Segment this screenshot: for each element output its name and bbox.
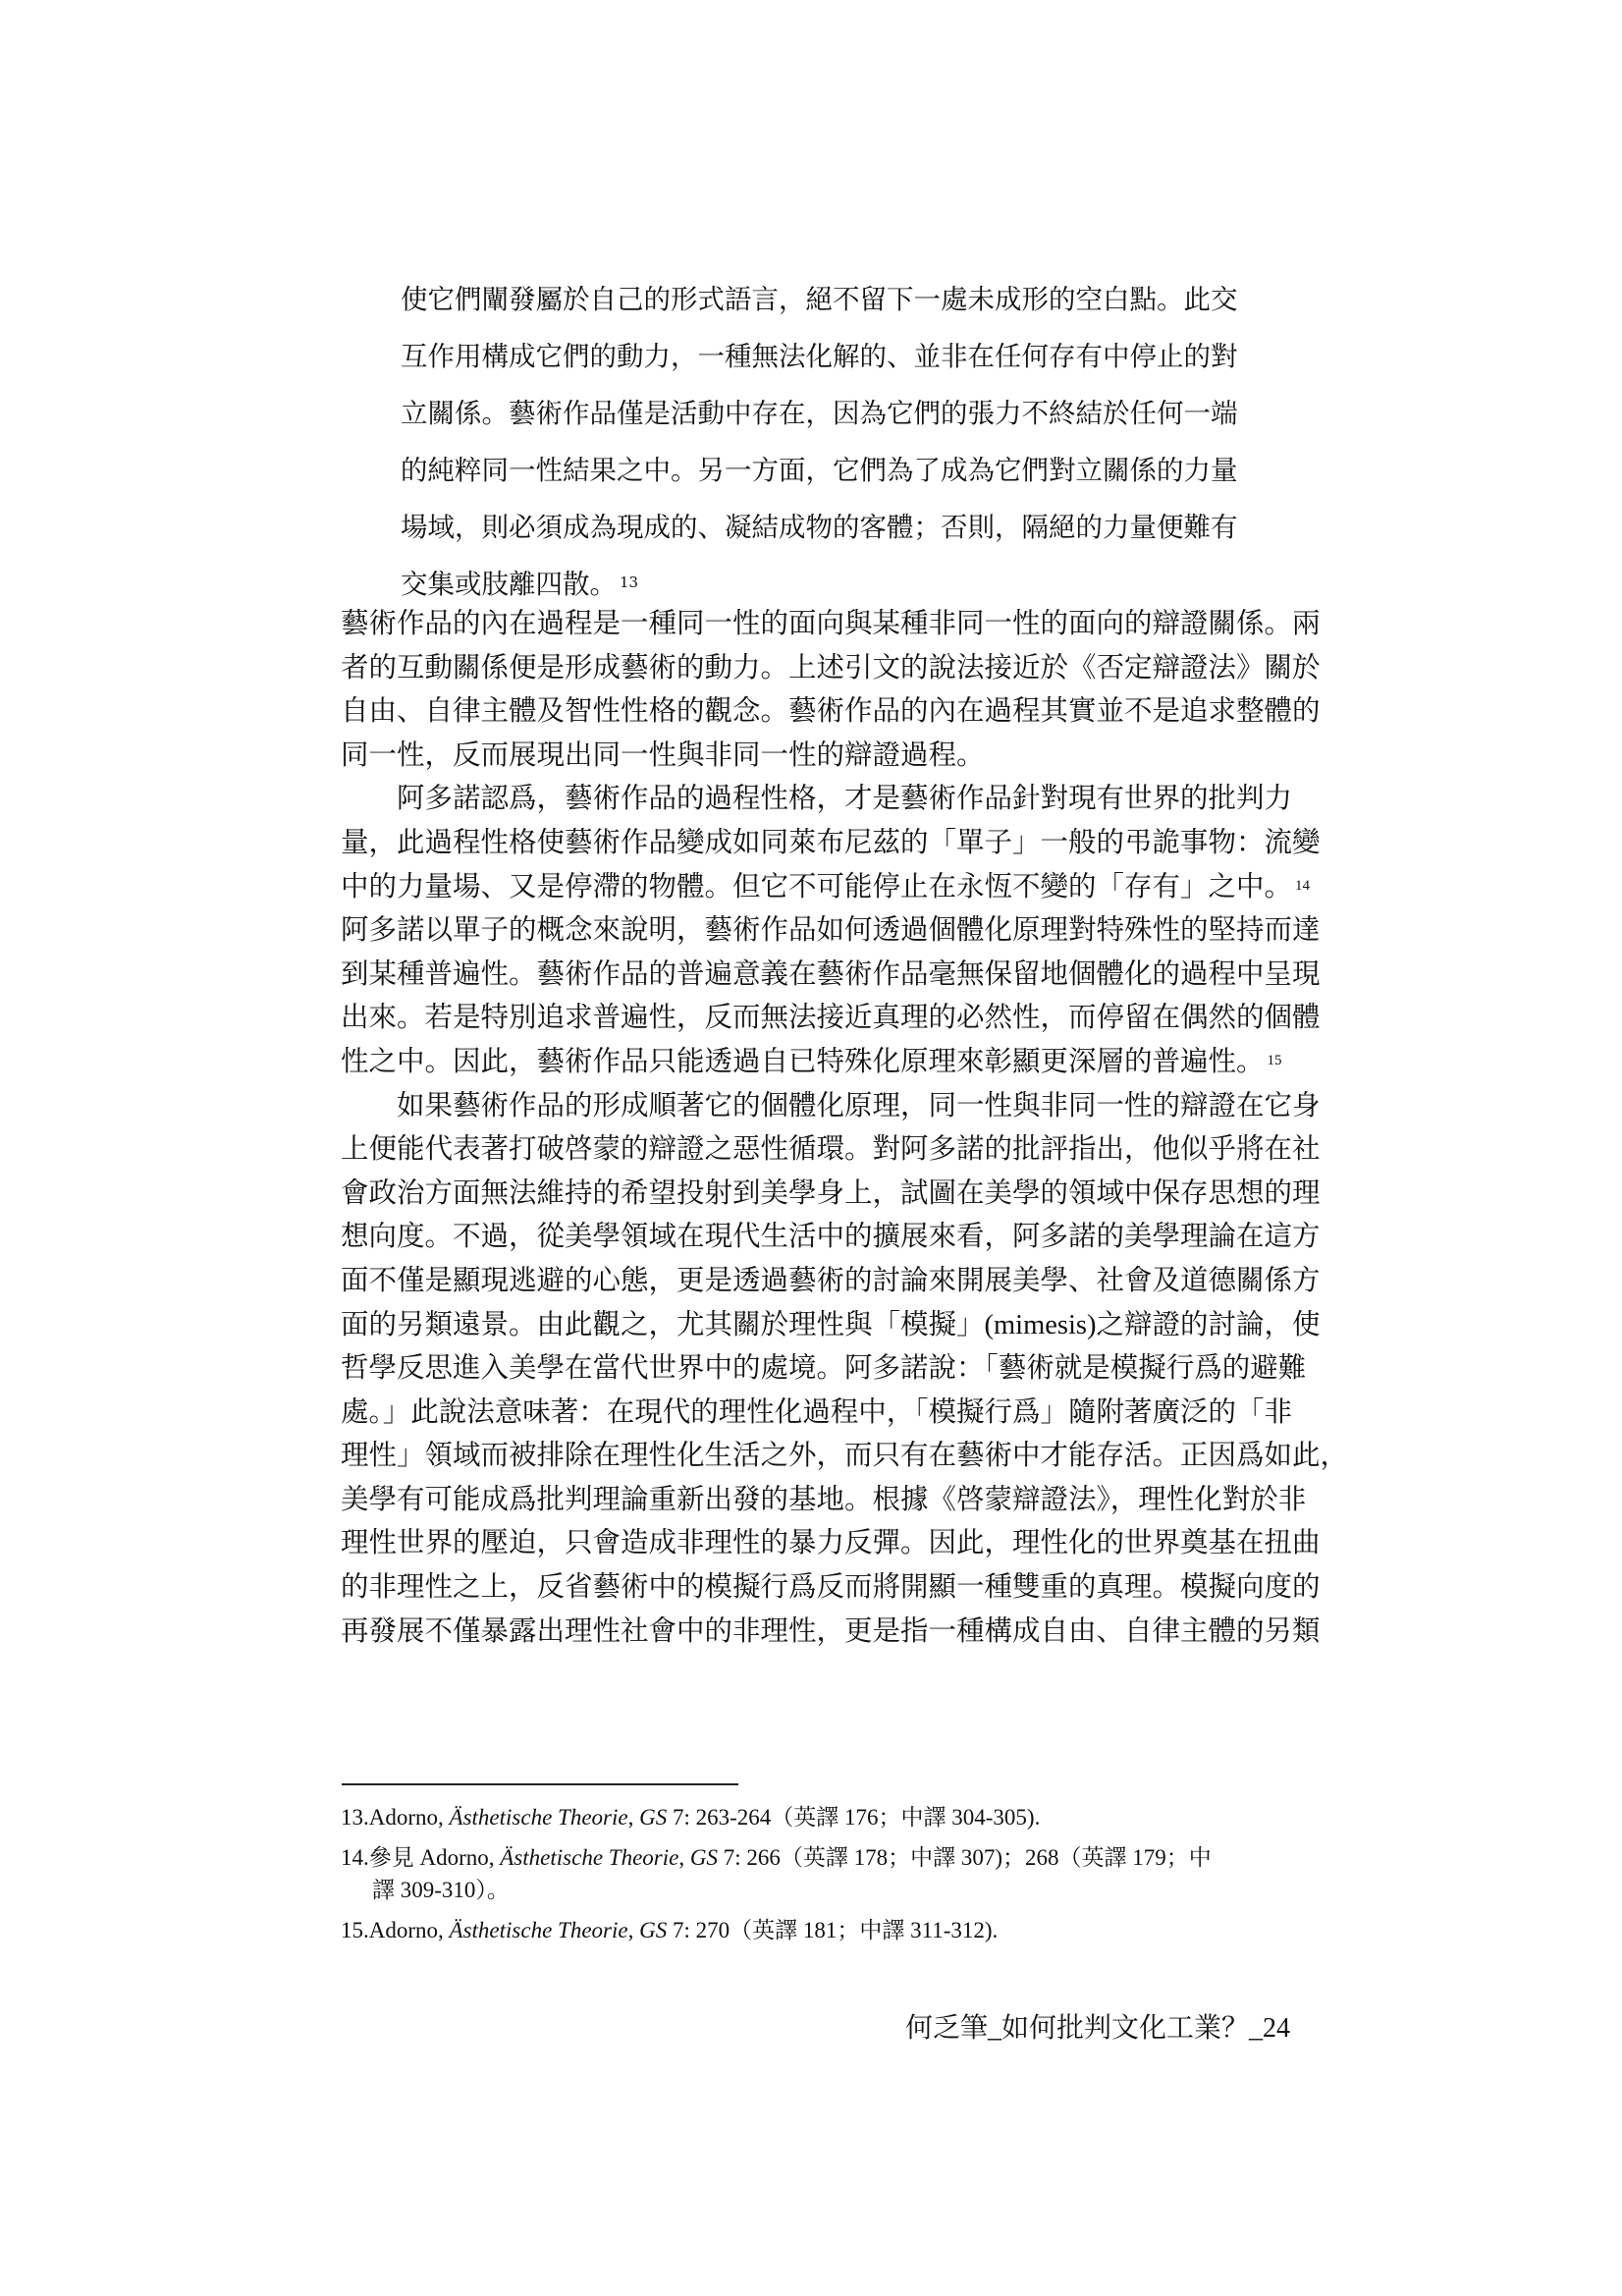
footnote-line (341, 1841, 1313, 1875)
footnote-line (341, 1801, 1313, 1834)
footnote-prefix: 13.Adorno, (341, 1805, 450, 1830)
running-footer: 何乏筆_如何批判文化工業？_24 (904, 2013, 1290, 2044)
body-line: 面不僅是顯現逃避的心態，更是透過藝術的討論來開展美學、社會及道德關係方 (341, 1265, 1321, 1296)
footnote-13 (341, 1801, 1313, 1834)
series-abbrev: GS (639, 1917, 668, 1942)
body-line: 美學有可能成爲批判理論重新出發的基地。根據《啓蒙辯證法》，理性化對於非 (341, 1484, 1307, 1515)
body-line: 阿多諾認爲，藝術作品的過程性格，才是藝術作品針對現有世界的批判力 (397, 784, 1293, 815)
body-line (341, 866, 1311, 910)
work-title: Ästhetische Theorie (449, 1917, 628, 1942)
series-abbrev: GS (689, 1844, 718, 1870)
footnote-ref-13[interactable]: 13 (620, 574, 639, 591)
body-line: 如果藝術作品的形成順著它的個體化原理，同一性與非同一性的辯證在它身 (397, 1090, 1321, 1121)
body-line-text: 性之中。因此，藝術作品只能透過自已特殊化原理來彰顯更深層的普遍性。 (341, 1046, 1265, 1077)
body-line: 量，此過程性格使藝術作品變成如同萊布尼茲的「單子」一般的弔詭事物：流變 (341, 827, 1321, 858)
body-line: 面的另類遠景。由此觀之，尤其關於理性與「模擬」(mimesis)之辯證的討論，使 (341, 1309, 1321, 1340)
quote-line: 場域，則必須成為現成的、凝結成物的客體；否則，隔絕的力量便難有 (401, 512, 1238, 543)
quote-line: 使它們闡發屬於自己的形式語言，絕不留下一處未成形的空白點。此交 (401, 284, 1238, 315)
body-line: 同一性，反而展現出同一性與非同一性的辯證過程。 (341, 739, 985, 771)
footnote-divider (342, 1783, 738, 1785)
footnote-prefix: 15.Adorno, (341, 1917, 450, 1942)
body-line: 者的互動關係便是形成藝術的動力。上述引文的說法接近於《否定辯證法》關於 (341, 652, 1321, 683)
footnote-prefix: 14.參見 Adorno, (341, 1844, 501, 1870)
quote-line: 的純粹同一性結果之中。另一方面，它們為了成為它們對立關係的力量 (401, 455, 1238, 486)
body-line: 上便能代表著打破啓蒙的辯證之惡性循環。對阿多諾的批評指出，他似乎將在社 (341, 1134, 1321, 1166)
body-line: 想向度。不過，從美學領域在現代生活中的擴展來看，阿多諾的美學理論在這方 (341, 1222, 1321, 1253)
footnote-ref-15[interactable]: 15 (1267, 1052, 1282, 1068)
footnote-continuation: 譯 309-310）。 (372, 1878, 510, 1902)
footnote-14 (341, 1841, 1313, 1907)
body-line-text: 中的力量場、又是停滯的物體。但它不可能停止在永恆不變的「存有」之中。 (341, 871, 1293, 902)
body-line: 藝術作品的內在過程是一種同一性的面向與某種非同一性的面向的辯證關係。兩 (341, 609, 1321, 639)
quote-line-text: 交集或肢離四散。 (401, 569, 617, 600)
footnote-citation: 7: 263-264（英譯 176；中譯 304-305). (667, 1805, 1041, 1830)
footnote-line (341, 1914, 1313, 1947)
body-line: 理性」領域而被排除在理性化生活之外，而只有在藝術中才能存活。正因爲如此， (341, 1441, 1349, 1472)
footnote-ref-14[interactable]: 14 (1295, 877, 1311, 894)
body-line: 到某種普遍性。藝術作品的普遍意義在藝術作品毫無保留地個體化的過程中呈現 (341, 958, 1321, 990)
footnotes (341, 1801, 1313, 1953)
body-line: 理性世界的壓迫，只會造成非理性的暴力反彈。因此，理性化的世界奠基在扭曲 (341, 1528, 1321, 1559)
body-line (341, 1041, 1307, 1085)
series-abbrev: GS (639, 1805, 668, 1830)
block-quote (401, 271, 1245, 613)
footnote-sep: , (627, 1805, 640, 1830)
footnote-citation: 7: 270（英譯 181；中譯 311-312). (667, 1917, 999, 1942)
footnote-sep: , (627, 1917, 640, 1942)
body-line: 處。」此說法意味著：在現代的理性化過程中，「模擬行爲」隨附著廣泛的「非 (341, 1396, 1293, 1428)
body-line: 的非理性之上，反省藝術中的模擬行爲反而將開顯一種雙重的真理。模擬向度的 (341, 1572, 1321, 1604)
body-text (341, 603, 1349, 1654)
body-line: 出來。若是特別追求普遍性，反而無法接近真理的必然性，而停留在偶然的個體 (341, 1003, 1321, 1034)
body-line: 阿多諾以單子的概念來說明，藝術作品如何透過個體化原理對特殊性的堅持而達 (341, 915, 1321, 947)
footnote-sep: , (678, 1844, 690, 1870)
work-title: Ästhetische Theorie (449, 1805, 628, 1830)
body-line: 哲學反思進入美學在當代世界中的處境。阿多諾說：「藝術就是模擬行爲的避難 (341, 1353, 1307, 1385)
body-line: 再發展不僅暴露出理性社會中的非理性，更是指一種構成自由、自律主體的另類 (341, 1615, 1321, 1647)
footnote-15 (341, 1914, 1313, 1947)
body-line: 自由、自律主體及智性性格的觀念。藝術作品的內在過程其實並不是追求整體的 (341, 696, 1321, 728)
quote-line: 互作用構成它們的動力，一種無法化解的、並非在任何存有中停止的對 (401, 341, 1238, 372)
body-line: 會政治方面無法維持的希望投射到美學身上，試圖在美學的領域中保存思想的理 (341, 1177, 1321, 1209)
work-title: Ästhetische Theorie (500, 1844, 679, 1870)
footnote-citation: 7: 266（英譯 178；中譯 307)；268（英譯 179；中 (717, 1844, 1212, 1870)
quote-line: 立關係。藝術作品僅是活動中存在，因為它們的張力不終結於任何一端 (401, 398, 1238, 429)
